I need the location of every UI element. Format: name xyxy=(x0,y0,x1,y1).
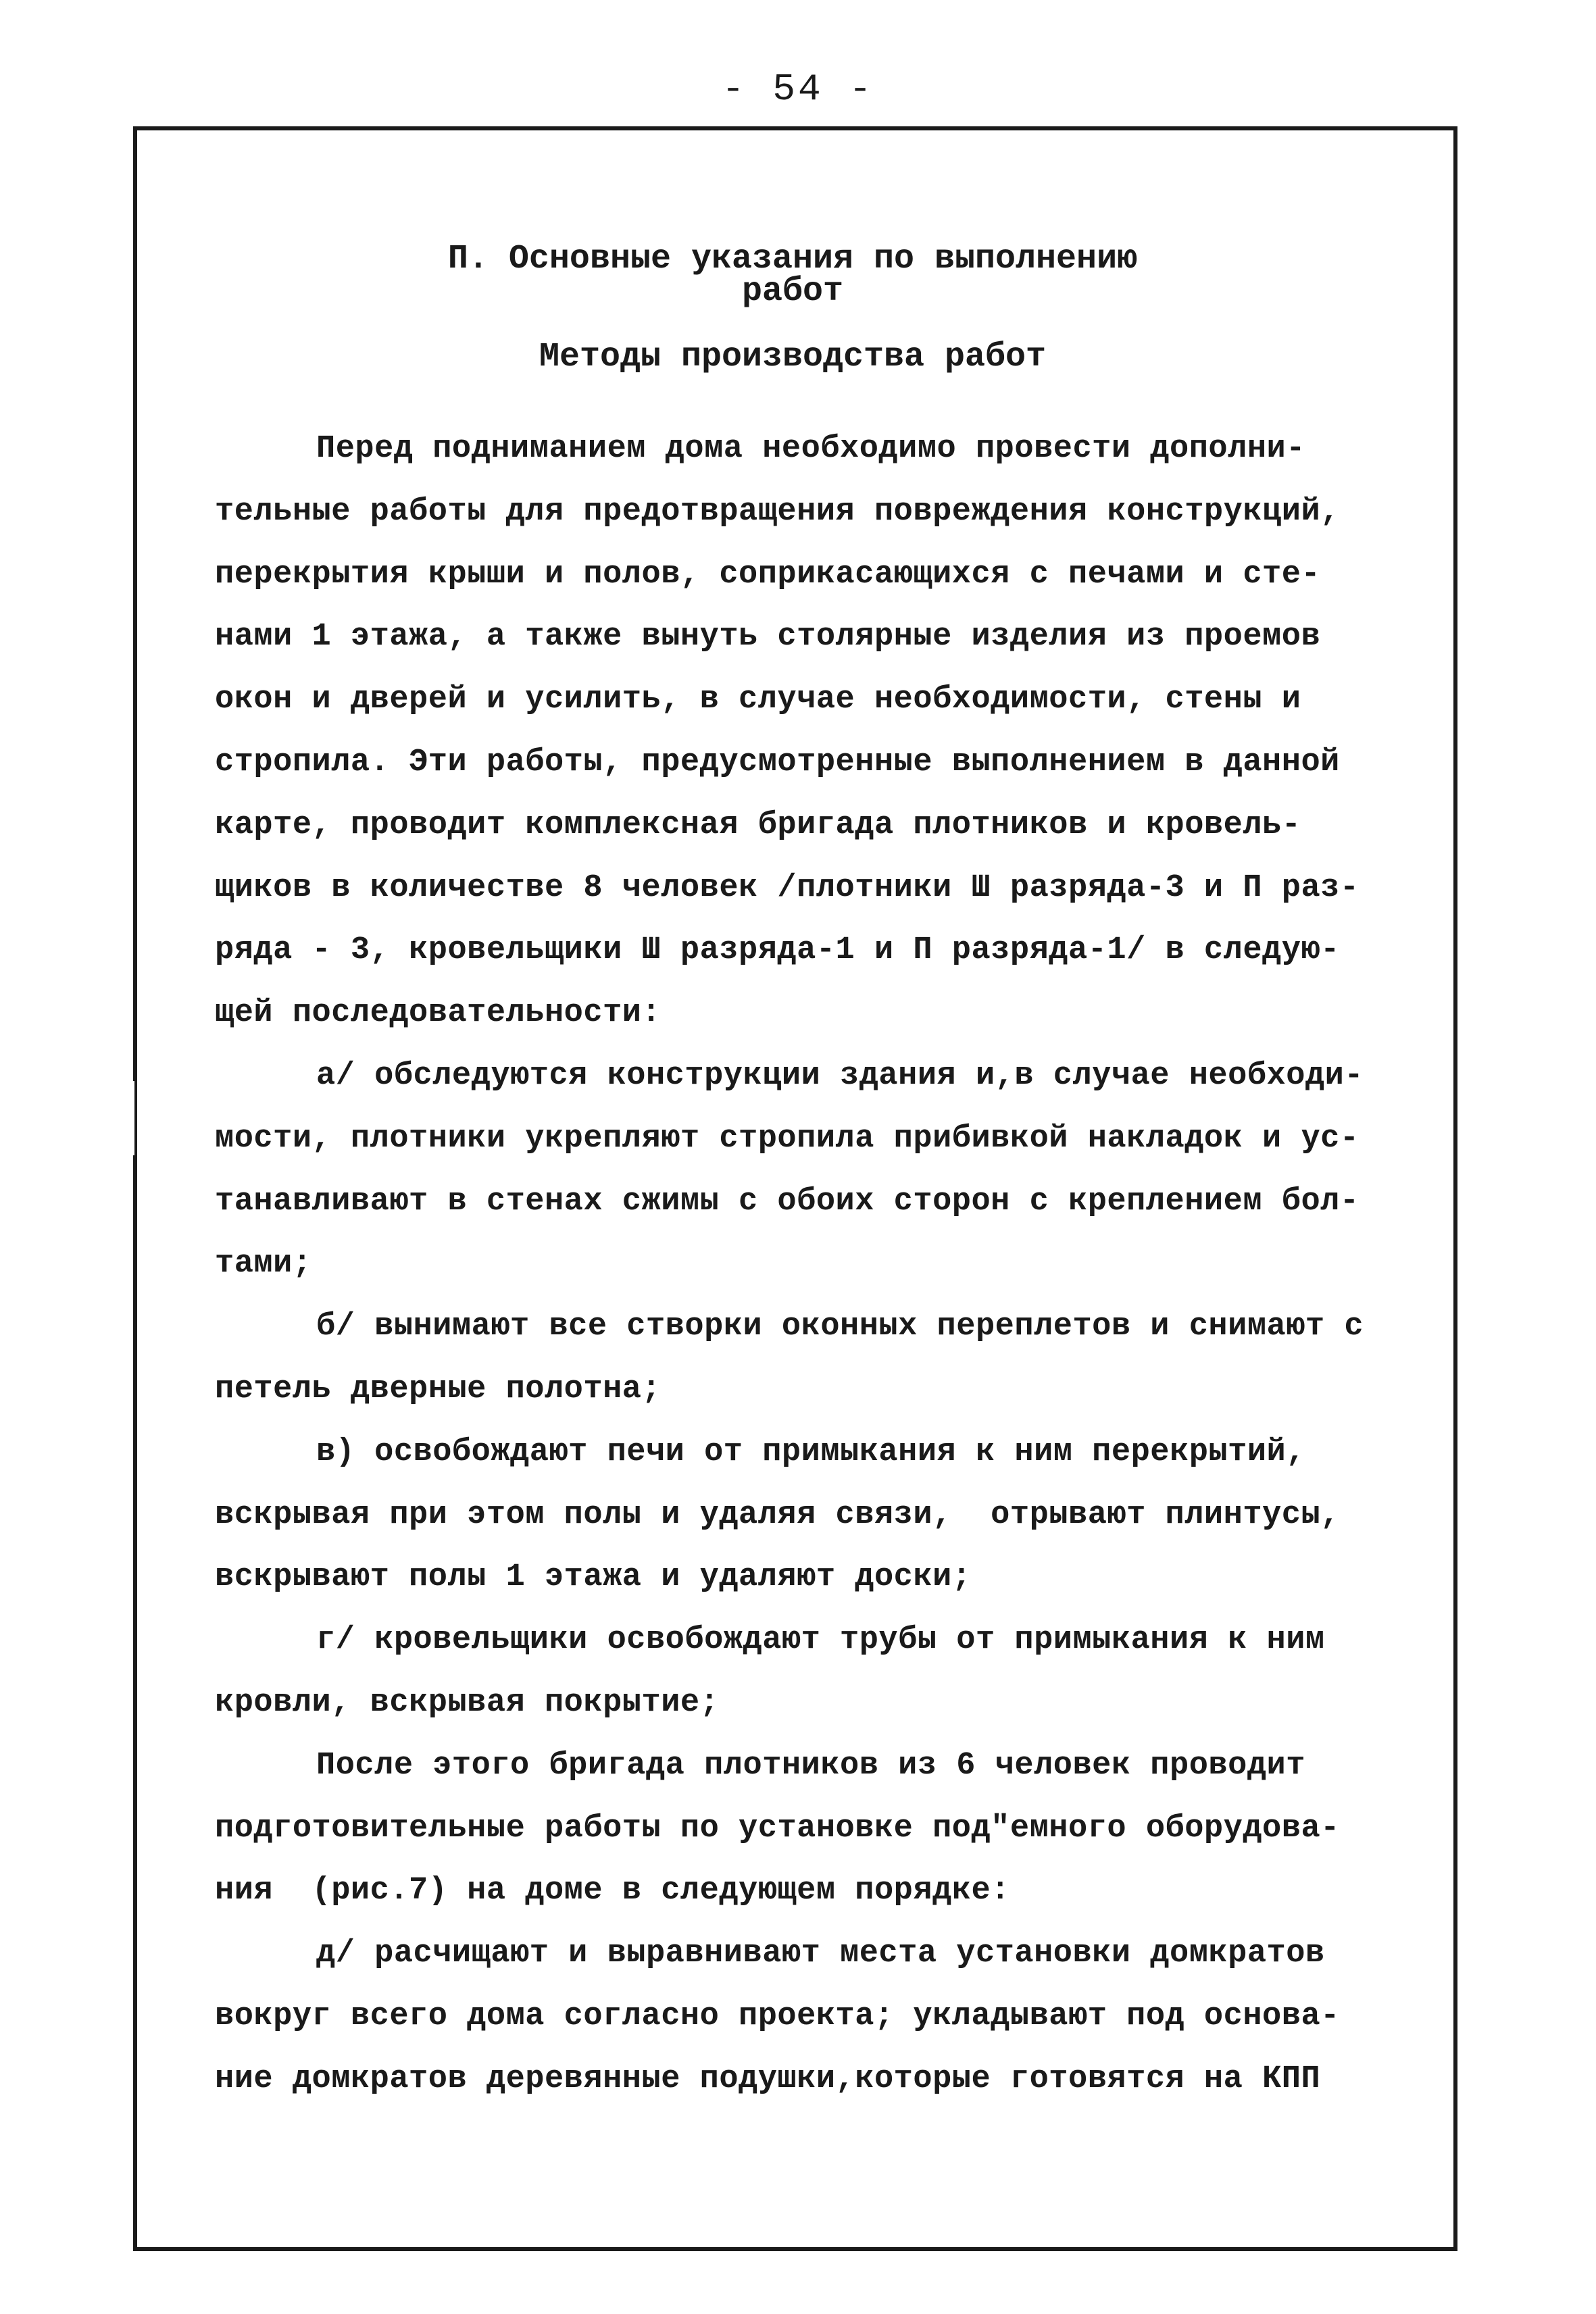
body-line: а/ обследуются конструкции здания и,в случае необходи- xyxy=(316,1057,1364,1094)
body-line: петель дверные полотна; xyxy=(215,1371,662,1407)
body-line: окон и дверей и усилить, в случае необходимости, стены и xyxy=(215,682,1301,718)
body-line: б/ вынимают все створки оконных переплетов и снимают с xyxy=(316,1309,1364,1345)
body-line: танавливают в стенах сжимы с обоих сторон с креплением бол- xyxy=(215,1183,1360,1219)
frame-gap xyxy=(130,1081,134,1155)
section-heading-line-2: работ xyxy=(741,272,844,311)
page-number: - 54 - xyxy=(722,68,874,111)
body-line: Перед подниманием дома необходимо провести дополни- xyxy=(316,431,1305,467)
section-heading xyxy=(134,240,1451,311)
body-line: стропила. Эти работы, предусмотренные выполнением в данной xyxy=(215,744,1340,780)
body-line: мости, плотники укрепляют стропила прибивкой накладок и ус- xyxy=(215,1120,1360,1157)
body-line: кровли, вскрывая покрытие; xyxy=(215,1684,720,1721)
body-line: ряда - 3, кровельщики Ш разряда-1 и П разряда-1/ в следую- xyxy=(215,932,1340,969)
body-line: перекрытия крыши и полов, соприкасающихся с печами и сте- xyxy=(215,556,1321,593)
body-line: вокруг всего дома согласно проекта; укладывают под основа- xyxy=(215,1998,1340,2034)
body-line: тельные работы для предотвращения повреждения конструкций, xyxy=(215,493,1340,530)
body-line: ние домкратов деревянные подушки,которые готовятся на КПП xyxy=(215,2061,1321,2097)
body-line: подготовительные работы по установке под"емного оборудова- xyxy=(215,1810,1340,1846)
body-line: в) освобождают печи от примыкания к ним перекрытий, xyxy=(316,1434,1305,1470)
body-line: вскрывая при этом полы и удаляя связи, отрывают плинтусы, xyxy=(215,1496,1340,1533)
body-line: ния (рис.7) на доме в следующем порядке: xyxy=(215,1873,1010,1909)
body-line: вскрывают полы 1 этажа и удаляют доски; xyxy=(215,1559,972,1596)
body-line: д/ расчищают и выравнивают места установки домкратов xyxy=(316,1936,1325,1972)
body-line: тами; xyxy=(215,1246,312,1282)
body-text xyxy=(215,418,1451,2111)
body-line: щей последовательности: xyxy=(215,995,662,1032)
body-line: г/ кровельщики освобождают трубы от примыкания к ним xyxy=(316,1622,1325,1659)
section-subheading: Методы производства работ xyxy=(539,338,1047,376)
section-heading-line-1: П. Основные указания по выполнению xyxy=(447,240,1138,278)
document-content xyxy=(215,240,1451,2111)
body-line: щиков в количестве 8 человек /плотники Ш разряда-3 и П раз- xyxy=(215,870,1360,906)
body-line: карте, проводит комплексная бригада плотников и кровель- xyxy=(215,807,1301,843)
body-line: нами 1 этажа, а также вынуть столярные изделия из проемов xyxy=(215,619,1321,655)
body-line: После этого бригада плотников из 6 человек проводит xyxy=(316,1747,1305,1784)
